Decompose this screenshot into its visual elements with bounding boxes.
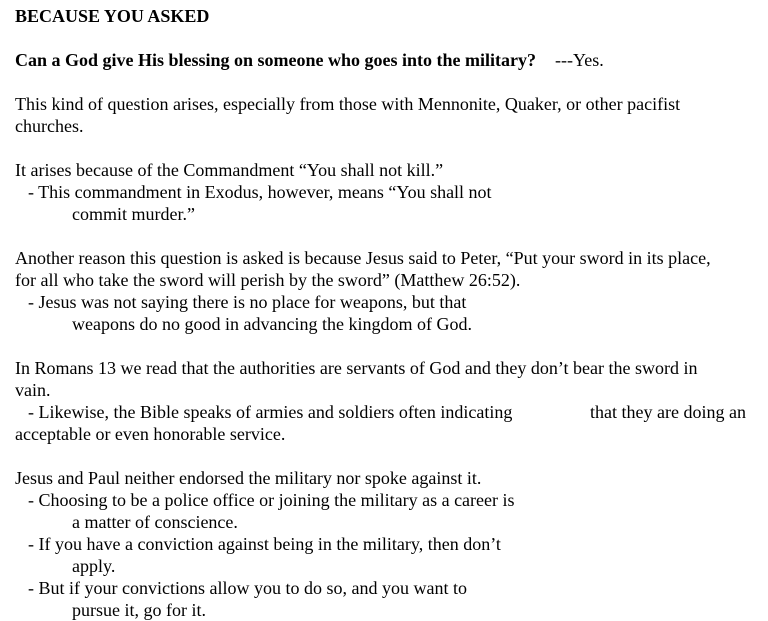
bullet-continuation: apply. [72,556,116,576]
bullet-continuation: commit murder.” [72,204,195,224]
question-answer: ---Yes. [555,50,604,70]
paragraph-line: Jesus and Paul neither endorsed the military nor spoke against it. [15,468,482,488]
bullet-line: - If you have a conviction against being in the military, then don’t [28,534,501,554]
bullet-continuation: weapons do no good in advancing the kingdom of God. [72,314,472,334]
paragraph-line: This kind of question arises, especially from those with Mennonite, Quaker, or other pacifist [15,94,681,114]
paragraph-line: acceptable or even honorable service. [15,424,286,444]
bullet-line: - This commandment in Exodus, however, means “You shall not [28,182,492,202]
bullet-line-tail: that they are doing an [590,402,746,422]
paragraph-line: for all who take the sword will perish by the sword” (Matthew 26:52). [15,270,521,290]
question-line [15,49,604,71]
paragraph-line: vain. [15,380,51,400]
paragraph-line: In Romans 13 we read that the authorities are servants of God and they don’t bear the sword in [15,358,698,378]
bullet-line: - Likewise, the Bible speaks of armies and soldiers often indicating [28,402,513,422]
bullet-line: - But if your convictions allow you to do so, and you want to [28,578,467,598]
paragraph-line: churches. [15,116,84,136]
bullet-continuation: a matter of conscience. [72,512,238,532]
question-text: Can a God give His blessing on someone who goes into the military? [15,50,537,70]
document-heading: BECAUSE YOU ASKED [15,6,210,26]
bullet-continuation: pursue it, go for it. [72,600,206,620]
bullet-line: - Choosing to be a police office or joining the military as a career is [28,490,515,510]
paragraph-line: Another reason this question is asked is because Jesus said to Peter, “Put your sword in its place, [15,248,711,268]
paragraph-line: It arises because of the Commandment “You shall not kill.” [15,160,444,180]
bullet-line: - Jesus was not saying there is no place for weapons, but that [28,292,467,312]
